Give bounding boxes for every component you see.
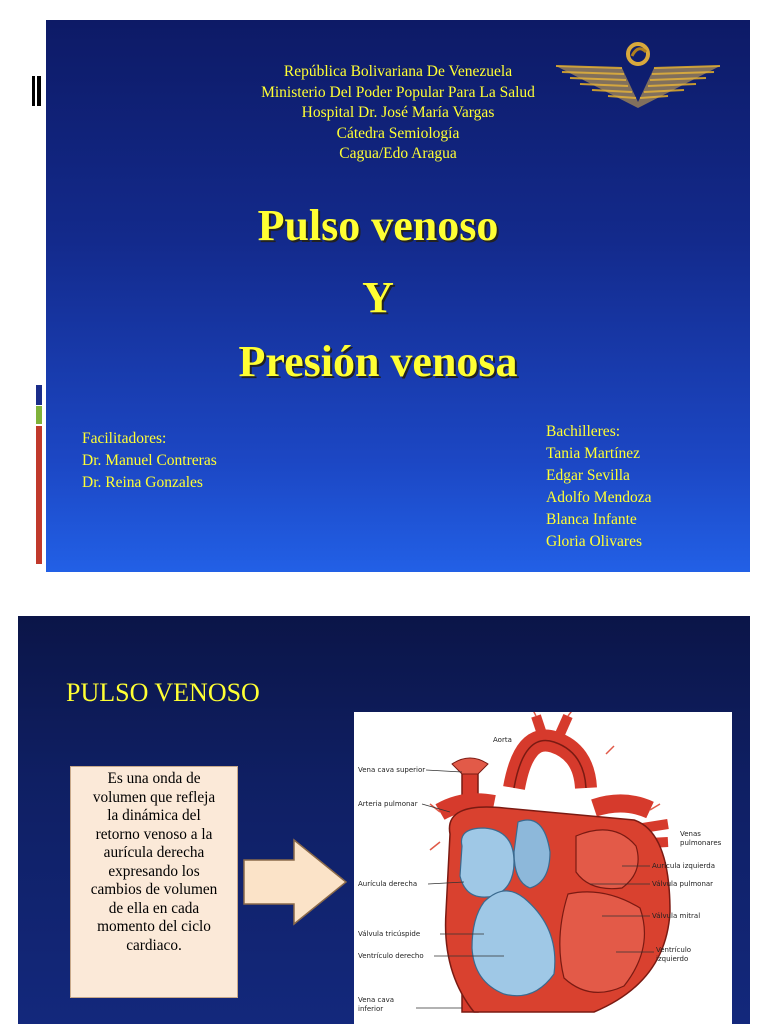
title-line: Y	[362, 273, 394, 322]
definition-line: de ella en cada	[108, 899, 200, 917]
student-line: Adolfo Mendoza	[546, 489, 652, 506]
label-auricula-izquierda: Aurícula izquierda	[652, 862, 716, 870]
definition-line: aurícula derecha	[103, 844, 205, 861]
definition-line: expresando los	[108, 862, 200, 880]
institution-header	[198, 62, 598, 165]
title-line: Pulso venoso	[257, 201, 499, 250]
facilitator-line: Dr. Reina Gonzales	[82, 474, 203, 491]
label-arteria-pulmonar: Arteria pulmonar	[358, 800, 418, 808]
label-aorta: Aorta	[493, 736, 512, 744]
title-line: Presión venosa	[238, 337, 518, 386]
definition-line: la dinámica del	[107, 807, 201, 824]
label-venas-pulmonares: pulmonares	[680, 839, 722, 847]
label-valvula-tricuspide: Válvula tricúspide	[358, 930, 421, 938]
label-valvula-mitral: Válvula mitral	[652, 912, 701, 920]
definition-line: cambios de volumen	[90, 881, 218, 898]
header-line: Cagua/Edo Aragua	[339, 145, 457, 162]
right-arrow-icon	[242, 836, 350, 928]
label-vena-cava-inferior: inferior	[358, 1005, 384, 1013]
definition-line: momento del ciclo	[97, 918, 211, 935]
definition-line: volumen que refleja	[92, 788, 216, 806]
slide-title	[18, 20, 750, 572]
definition-box	[70, 766, 238, 998]
facilitator-line: Facilitadores:	[82, 430, 167, 447]
heart-anatomy-diagram	[354, 712, 732, 1024]
student-line: Blanca Infante	[546, 511, 637, 528]
label-auricula-derecha: Aurícula derecha	[358, 880, 418, 888]
label-venas-pulmonares: Venas	[680, 830, 701, 838]
student-line: Edgar Sevilla	[546, 467, 630, 484]
student-line: Bachilleres:	[546, 423, 621, 440]
label-ventriculo-izquierdo: izquierdo	[656, 955, 689, 963]
header-line: Ministerio Del Poder Popular Para La Salud	[261, 83, 535, 101]
definition-line: Es una onda de	[107, 770, 201, 787]
definition-line: cardiaco.	[126, 936, 182, 954]
students-list	[546, 421, 651, 553]
label-vena-cava-inferior: Vena cava	[358, 996, 395, 1004]
facilitator-line: Dr. Manuel Contreras	[82, 452, 217, 469]
header-line: Cátedra Semiología	[336, 124, 460, 142]
student-line: Tania Martínez	[546, 445, 641, 462]
label-ventriculo-izquierdo: Ventrículo	[656, 946, 692, 954]
slide-heading: PULSO VENOSO	[66, 678, 260, 707]
facilitators-list	[82, 428, 217, 494]
label-vena-cava-superior: Vena cava superior	[358, 766, 426, 774]
student-line: Gloria Olivares	[546, 533, 642, 550]
label-ventriculo-derecho: Ventrículo derecho	[358, 952, 424, 960]
label-valvula-pulmonar: Válvula pulmonar	[652, 880, 714, 888]
winged-emblem-icon	[552, 32, 724, 112]
slide-pulso-venoso	[18, 616, 750, 1024]
header-line: Hospital Dr. José María Vargas	[301, 104, 495, 121]
header-line: República Bolivariana De Venezuela	[283, 63, 513, 80]
definition-line: retorno venoso a la	[95, 825, 213, 843]
